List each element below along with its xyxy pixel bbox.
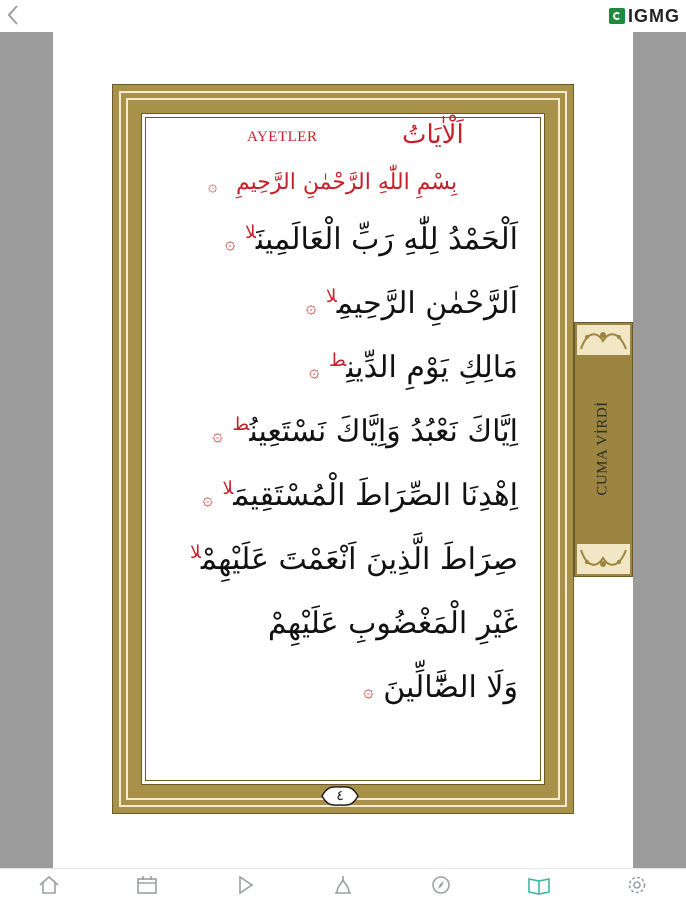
verse-6 xyxy=(190,542,518,577)
ornament-top-icon xyxy=(577,325,630,355)
waqf-mark: لا xyxy=(190,542,201,563)
verse-end-symbol: ۞ xyxy=(225,233,236,254)
verse-end-symbol: ۞ xyxy=(208,176,218,195)
verse-text: اَلرَّحْمٰنِ الرَّحِيمِ xyxy=(336,286,518,321)
verse-end-symbol: ۞ xyxy=(202,489,213,510)
verse-text: صِرَاطَ الَّذِينَ اَنْعَمْتَ عَلَيْهِمْ xyxy=(200,542,518,577)
verse-4 xyxy=(212,414,518,449)
nav-compass-button[interactable] xyxy=(428,873,454,897)
igmg-logo xyxy=(609,6,680,26)
verse-1 xyxy=(225,222,518,257)
verse-8 xyxy=(363,670,518,705)
verse-text: مَالِكِ يَوْمِ الدِّينِ xyxy=(346,350,518,385)
verse-text: وَلَا الضَّٓالِّينَ xyxy=(383,670,518,705)
back-button[interactable] xyxy=(6,4,28,28)
play-icon xyxy=(234,875,256,895)
verse-end-symbol: ۞ xyxy=(305,297,317,318)
bottom-nav xyxy=(0,868,686,900)
verse-end-symbol: ۞ xyxy=(309,361,320,382)
waqf-mark: لا xyxy=(325,286,337,307)
basmala xyxy=(208,166,538,212)
nav-calendar-button[interactable] xyxy=(134,873,160,897)
top-bar xyxy=(0,0,686,32)
title-arabic: اَلْاٰيَاتُ xyxy=(402,120,464,150)
verse-text: غَيْرِ الْمَغْضُوبِ عَلَيْهِمْ xyxy=(267,606,518,641)
waqf-mark: لا xyxy=(222,478,234,499)
nav-home-button[interactable] xyxy=(36,873,62,897)
waqf-mark: ط xyxy=(329,350,347,371)
nav-book-button[interactable] xyxy=(526,873,552,897)
ornament-bottom-icon xyxy=(577,544,630,574)
chevron-left-icon xyxy=(6,4,20,26)
waqf-mark: ط xyxy=(232,414,250,435)
verse-3 xyxy=(309,350,518,385)
verse-2 xyxy=(306,286,518,321)
verse-end-symbol: ۞ xyxy=(363,681,374,702)
cuma-virdi-tab[interactable] xyxy=(574,322,633,577)
nav-settings-button[interactable] xyxy=(624,873,650,897)
verse-text: اَلْحَمْدُ لِلّٰهِ رَبِّ الْعَالَمِينَ xyxy=(255,222,518,257)
verse-text: اِهْدِنَا الصِّرَاطَ الْمُسْتَقِيمَ xyxy=(233,478,518,513)
title-latin: AYETLER xyxy=(247,129,318,145)
calendar-icon xyxy=(136,875,158,895)
waqf-mark: لا xyxy=(245,222,256,243)
mosque-icon xyxy=(332,875,354,895)
page-content xyxy=(141,113,545,785)
verse-5 xyxy=(202,478,518,513)
book-icon xyxy=(527,875,551,895)
nav-mosque-button[interactable] xyxy=(330,873,356,897)
logo-mark-icon xyxy=(609,8,625,24)
left-margin xyxy=(0,32,53,868)
gear-icon xyxy=(626,875,648,895)
page-frame xyxy=(112,84,574,814)
home-icon xyxy=(38,875,60,895)
compass-icon xyxy=(430,875,452,895)
verse-end-symbol: ۞ xyxy=(212,425,223,446)
right-margin xyxy=(633,32,686,868)
verse-7 xyxy=(268,606,518,641)
nav-play-button[interactable] xyxy=(232,873,258,897)
logo-text: IGMG xyxy=(628,5,680,26)
page-number-badge xyxy=(318,783,362,809)
page-number: ٤ xyxy=(336,788,344,804)
side-tab-label: CUMA VİRDİ xyxy=(594,400,611,496)
verse-text: اِيَّاكَ نَعْبُدُ وَاِيَّاكَ نَسْتَعِينُ xyxy=(249,414,518,449)
basmala-text: بِسْمِ اللّٰهِ الرَّحْمٰنِ الرَّحِيمِ xyxy=(236,170,458,195)
